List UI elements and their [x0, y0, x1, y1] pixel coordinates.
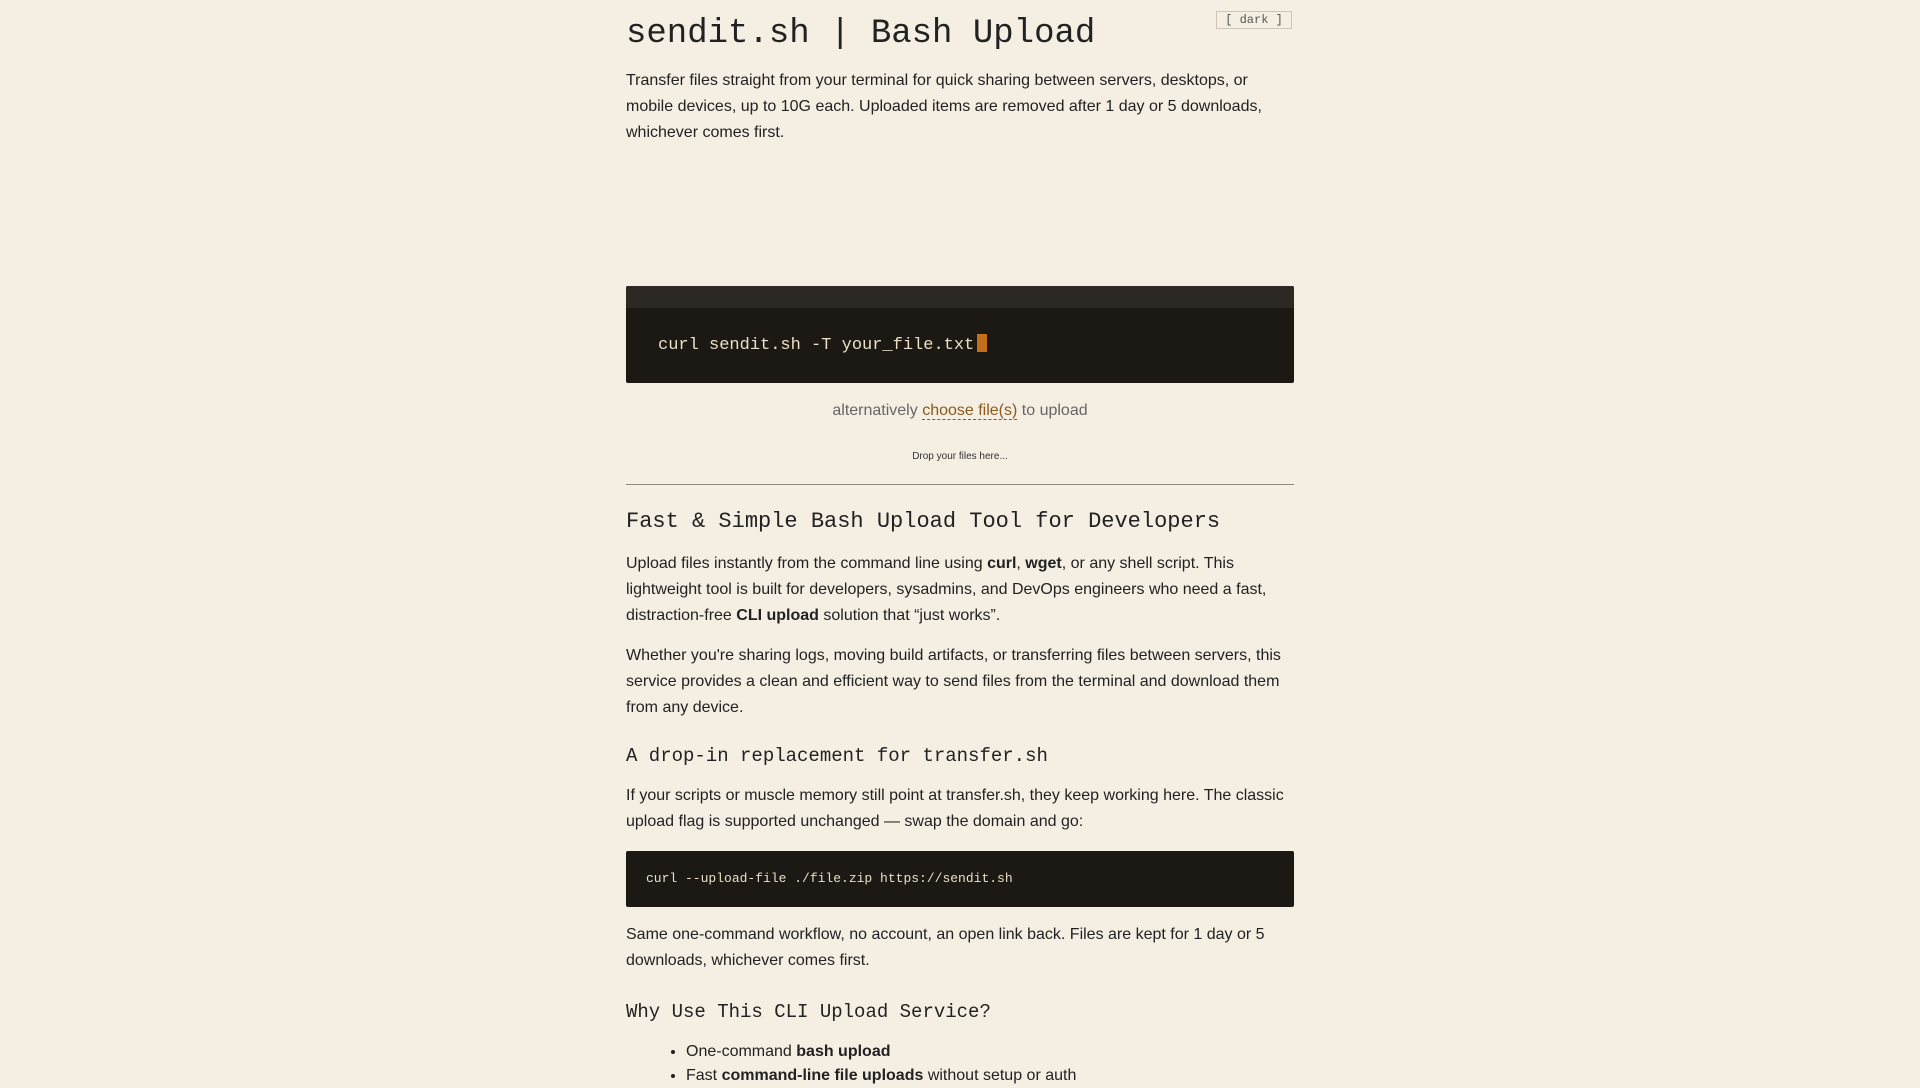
terminal-command: curl sendit.sh -T your_file.txt: [658, 336, 975, 355]
text-span: One-command: [686, 1043, 797, 1060]
text-span: Upload files instantly from the command line using: [626, 555, 988, 572]
cli-upload-emphasis: CLI upload: [736, 607, 819, 624]
page-title: sendit.sh | Bash Upload: [626, 15, 1096, 53]
feature-list: [626, 1040, 1076, 1088]
terminal-window: [626, 286, 1294, 383]
terminal-title-bar: [626, 286, 1294, 308]
section1-paragraph2: Whether you're sharing logs, moving build artifacts, or transferring files between servers, this service provides a clean and efficient way to send files from the terminal and download them from any device.: [626, 647, 1281, 716]
file-dropzone[interactable]: Drop your files here...: [912, 451, 1008, 462]
code-block: [626, 851, 1294, 907]
section-heading-why: Why Use This CLI Upload Service?: [626, 1001, 991, 1023]
choose-files-link[interactable]: choose file(s): [922, 402, 1018, 419]
divider: [626, 484, 1294, 485]
feature-emphasis: command-line file uploads: [721, 1067, 924, 1084]
section-heading-fast-simple: Fast & Simple Bash Upload Tool for Developers: [626, 509, 1221, 534]
text-span: solution that “just works”.: [818, 607, 1001, 624]
code-snippet: curl --upload-file ./file.zip https://sendit.sh: [646, 871, 1013, 886]
feature-emphasis: bash upload: [796, 1043, 891, 1060]
section1-paragraph1: [626, 551, 1294, 629]
section2-paragraph1: If your scripts or muscle memory still point at transfer.sh, they keep working here. The classic upload flag is supported unchanged — swap the domain and go:: [626, 787, 1284, 830]
theme-toggle-button[interactable]: [ dark ]: [1216, 11, 1292, 29]
list-item: [686, 1040, 1076, 1064]
alt-prefix: alternatively: [832, 402, 923, 419]
text-span: Fast: [686, 1067, 722, 1084]
alternative-upload-line: [626, 400, 1294, 422]
text-span: , or any shell script. This lightweight tool is built for developers, sysadmins, and DevOps engineers who need a fast, distraction-free: [626, 555, 1267, 624]
terminal-cursor: [977, 334, 987, 352]
terminal-line: [658, 334, 987, 357]
wget-emphasis: wget: [1025, 555, 1062, 572]
alt-suffix: to upload: [1017, 402, 1088, 419]
curl-emphasis: curl: [987, 555, 1017, 572]
intro-text: Transfer files straight from your terminal for quick sharing between servers, desktops, or mobile devices, up to 10G each. Uploaded items are removed after 1 day or 5 downloads, whichever comes first.: [626, 72, 1262, 141]
section-heading-drop-in: A drop-in replacement for transfer.sh: [626, 745, 1048, 767]
section2-paragraph2: Same one-command workflow, no account, an open link back. Files are kept for 1 day or 5 downloads, whichever comes first.: [626, 926, 1265, 969]
list-item: [686, 1064, 1076, 1088]
text-span: ,: [1016, 555, 1026, 572]
text-span: without setup or auth: [923, 1067, 1077, 1084]
